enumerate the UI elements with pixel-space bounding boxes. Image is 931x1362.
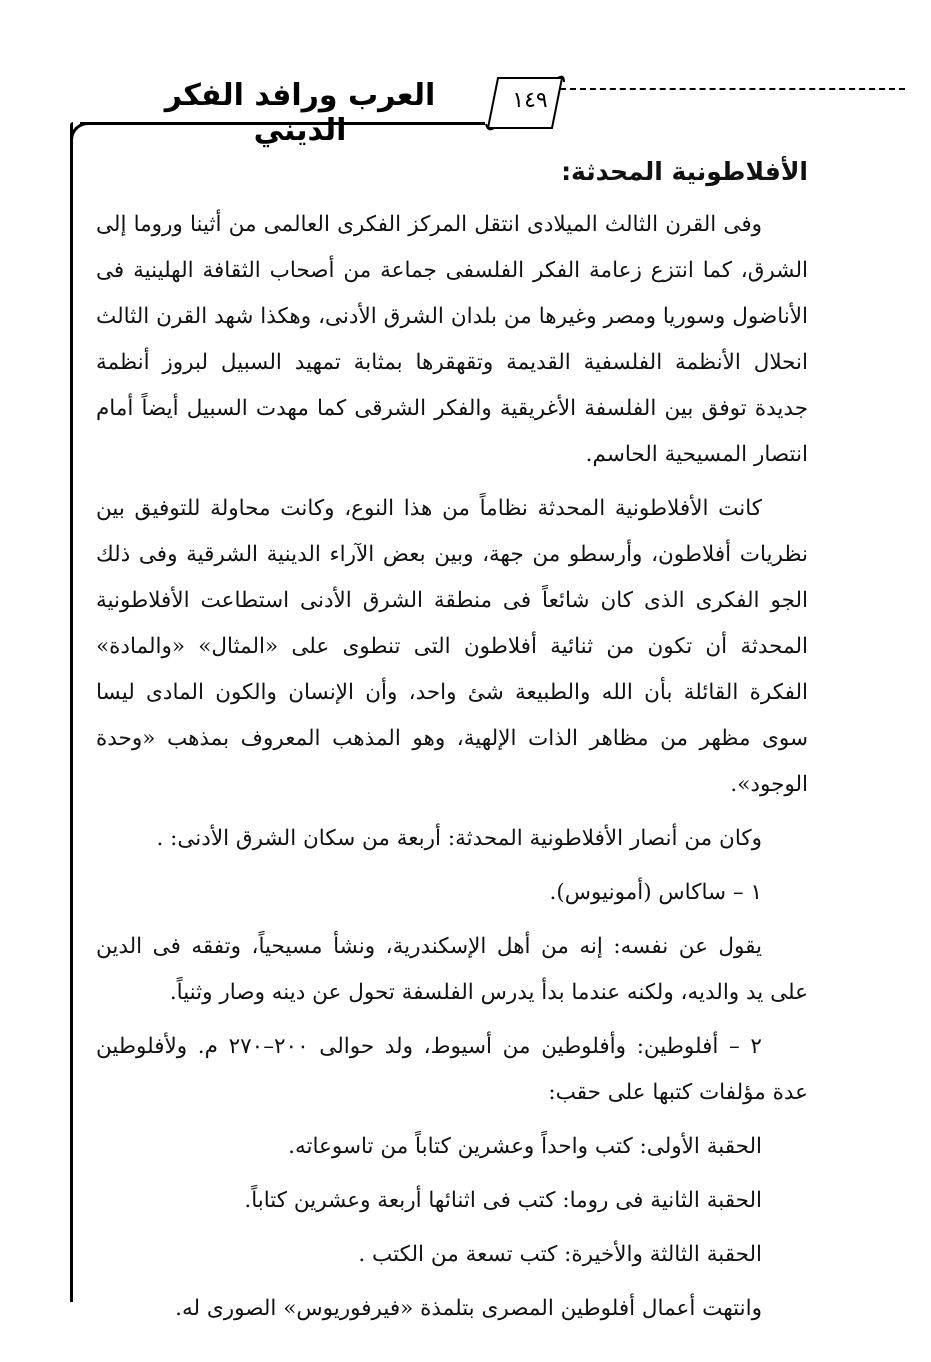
list-item-plotinus: ٢ – أفلوطين: وأفلوطين من أسيوط، ولد حوالى ٢٠٠–٢٧٠ م. ولأفلوطين عدة مؤلفات كتبها على حقب:	[96, 1034, 808, 1105]
list-item-saccas: ١ – ساكاس (أمونيوس).	[549, 880, 762, 905]
era-first: الحقبة الأولى: كتب واحداً وعشرين كتاباً من تاسوعاته.	[288, 1134, 762, 1159]
header-solid-rule	[80, 122, 485, 125]
paragraph-supporters: وكان من أنصار الأفلاطونية المحدثة: أربعة من سكان الشرق الأدنى: .	[156, 826, 762, 851]
page-left-border	[70, 122, 73, 1302]
header-dashed-rule	[560, 88, 905, 90]
frame-corner	[70, 122, 92, 144]
paragraph-saccas-bio: يقول عن نفسه: إنه من أهل الإسكندرية، ونشأ مسيحياً، وتفقه فى الدين على يد والديه، ولكنه عندما بدأ يدرس الفلسفة تحول عن دينه وصار وثنياً.	[96, 934, 808, 1005]
paragraph-neoplatonism: كانت الأفلاطونية المحدثة نظاماً من هذا النوع، وكانت محاولة للتوفيق بين نظريات أفلاطون، وأرسطو من جهة، وبين بعض الآراء الدينية الشرقية وفى ذلك الجو الفكرى الذى كان شائعاً فى منطقة الشرق الأدنى استطاعت الأفلاطونية المحدثة أن تكون من ثنائية أفلاطون التى تنطوى على «المثال» «والمادة» الفكرة القائلة بأن الله والطبيعة شئ واحد، وأن الإنسان والكون المادى ليسا سوى مظهر من مظاهر الذات الإلهية، وهو المذهب المعروف بمذهب «وحدة الوجود».	[96, 496, 808, 797]
page-number: ١٤٩	[512, 88, 548, 113]
era-second: الحقبة الثانية فى روما: كتب فى اثنائها أربعة وعشرين كتاباً.	[244, 1188, 762, 1213]
paragraph-third-century: وفى القرن الثالث الميلادى انتقل المركز الفكرى العالمى من أثينا وروما إلى الشرق، كما انتزع زعامة الفكر الفلسفى جماعة من أصحاب الثقافة الهلينية فى الأناضول وسوريا ومصر وغيرها من بلدان الشرق الأدنى، وهكذا شهد القرن الثالث انحلال الأنظمة الفلسفية القديمة وتقهقرها بمثابة تمهيد السبيل لبروز أنظمة جديدة توفق بين الفلسفة الأغريقية والفكر الشرقى كما مهدت السبيل أيضاً أمام انتصار المسيحية الحاسم.	[96, 212, 808, 467]
page-body	[96, 150, 808, 1340]
section-heading: الأفلاطونية المحدثة:	[561, 157, 808, 186]
running-title: العرب ورافد الفكر الديني	[164, 78, 436, 148]
paragraph-porphyry: وانتهت أعمال أفلوطين المصرى بتلمذة «فيرفوريوس» الصورى له.	[175, 1296, 762, 1321]
era-third: الحقبة الثالثة والأخيرة: كتب تسعة من الكتب .	[358, 1242, 762, 1267]
